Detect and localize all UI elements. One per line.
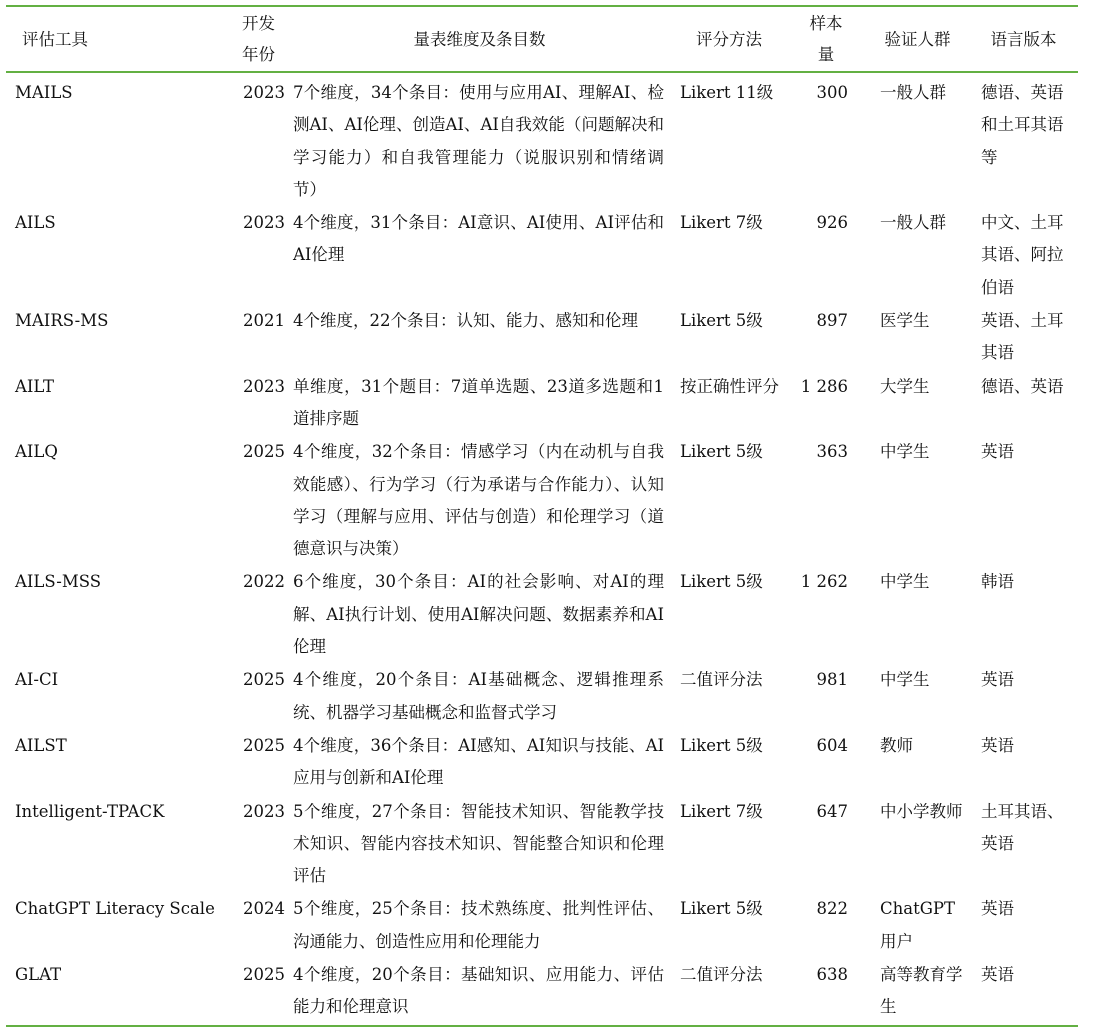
cell-dimensions: 5个维度，25个条目：技术熟练度、批判性评估、沟通能力、创造性应用和伦理能力: [293, 899, 664, 951]
cell-sample: 1 286: [800, 376, 848, 396]
cell-language: 英语: [981, 899, 1014, 919]
cell-dimensions: 4个维度，32个条目：情感学习（内在动机与自我效能感）、行为学习（行为承诺与合作能力）、认知学习（理解与应用、评估与创造）和伦理学习（道德意识与决策）: [293, 442, 664, 559]
header-year: [230, 6, 287, 72]
cell-tool: ChatGPT Literacy Scale: [15, 899, 215, 919]
cell-scoring: Likert 5级: [680, 899, 763, 919]
cell-scoring: 二值评分法: [680, 965, 763, 985]
cell-scoring: Likert 5级: [680, 735, 763, 755]
cell-language: 英语: [981, 735, 1014, 755]
cell-sample: 647: [816, 801, 848, 821]
header-dimensions: 量表维度及条目数: [413, 29, 546, 49]
cell-sample: 363: [816, 442, 848, 462]
cell-population: 中小学教师: [880, 801, 963, 821]
cell-sample: 926: [816, 213, 848, 233]
table-header: [6, 6, 1078, 72]
cell-tool: AILS: [15, 213, 56, 233]
cell-dimensions: 单维度，31个题目：7道单选题、23道多选题和1道排序题: [293, 376, 664, 428]
cell-dimensions: 4个维度，22个条目：认知、能力、感知和伦理: [293, 311, 638, 331]
cell-tool: MAIRS-MS: [15, 311, 109, 331]
cell-dimensions: 7个维度，34个条目：使用与应用AI、理解AI、检测AI、AI伦理、创造AI、AI自我效能（问题解决和学习能力）和自我管理能力（说服识别和情绪调节）: [293, 83, 664, 199]
table-row: [6, 796, 1078, 894]
cell-scoring: 按正确性评分: [680, 376, 779, 396]
cell-year: 2023: [243, 83, 285, 102]
cell-language: 韩语: [981, 572, 1014, 592]
cell-year: 2021: [243, 311, 285, 331]
cell-language: 德语、英语和土耳其语等: [981, 83, 1064, 167]
cell-year: 2025: [243, 670, 285, 690]
assessment-tools-table: [6, 5, 1078, 1027]
cell-language: 英语: [981, 670, 1014, 690]
table-row: [6, 664, 1078, 730]
cell-population: 医学生: [880, 311, 930, 331]
cell-language: 中文、土耳其语、阿拉伯语: [981, 213, 1064, 297]
cell-tool: AILT: [15, 376, 55, 396]
header-sample: [786, 6, 866, 72]
cell-year: 2022: [243, 572, 285, 592]
cell-sample: 897: [816, 311, 848, 331]
cell-tool: Intelligent-TPACK: [15, 801, 165, 821]
cell-tool: AILST: [15, 735, 67, 755]
cell-year: 2025: [243, 735, 285, 755]
cell-year: 2023: [243, 376, 285, 396]
header-scoring: 评分方法: [696, 29, 762, 49]
header-sample-line1: 样本: [809, 14, 843, 33]
cell-tool: MAILS: [15, 83, 73, 102]
cell-dimensions: 4个维度，36个条目：AI感知、AI知识与技能、AI应用与创新和AI伦理: [293, 735, 664, 788]
cell-sample: 300: [816, 83, 848, 102]
cell-sample: 822: [816, 899, 848, 919]
cell-scoring: Likert 11级: [680, 83, 774, 102]
header-language: 语言版本: [990, 29, 1057, 49]
cell-scoring: Likert 7级: [680, 801, 763, 821]
cell-population: 中学生: [880, 572, 930, 592]
cell-population: 一般人群: [880, 83, 946, 102]
cell-year: 2025: [243, 442, 285, 462]
cell-population: 中学生: [880, 670, 930, 690]
cell-scoring: 二值评分法: [680, 670, 763, 690]
cell-language: 英语: [981, 965, 1014, 985]
cell-language: 英语: [981, 442, 1014, 462]
header-row: [6, 6, 1078, 72]
cell-sample: 638: [816, 965, 848, 985]
cell-dimensions: 4个维度，31个条目：AI意识、AI使用、AI评估和AI伦理: [293, 213, 664, 265]
cell-sample: 981: [816, 670, 848, 690]
header-tool: 评估工具: [22, 29, 88, 49]
header-year-line1: 开发: [242, 14, 275, 33]
cell-tool: AILS-MSS: [15, 572, 102, 592]
table-row: [6, 207, 1078, 305]
cell-sample: 604: [816, 735, 848, 755]
header-year-line2: 年份: [242, 45, 275, 64]
table-row: [6, 436, 1078, 566]
cell-population: 大学生: [880, 376, 930, 396]
cell-sample: 1 262: [800, 572, 848, 592]
table-row: [6, 371, 1078, 437]
header-population: 验证人群: [884, 29, 951, 49]
cell-tool: GLAT: [15, 965, 62, 985]
table-row: [6, 566, 1078, 664]
cell-dimensions: 6个维度，30个条目：AI的社会影响、对AI的理解、AI执行计划、使用AI解决问题、数据素养和AI伦理: [293, 572, 664, 657]
cell-language: 德语、英语: [981, 376, 1064, 396]
header-sample-line2: 量: [817, 45, 835, 64]
cell-population: ChatGPT用户: [880, 899, 956, 951]
cell-scoring: Likert 5级: [680, 311, 763, 331]
table-row: [6, 305, 1078, 371]
table-row: [6, 959, 1078, 1026]
table-row: [6, 730, 1078, 796]
table-body: [6, 72, 1078, 1026]
cell-year: 2023: [243, 213, 285, 233]
cell-tool: AILQ: [15, 442, 58, 462]
cell-year: 2024: [243, 899, 285, 919]
cell-population: 一般人群: [880, 213, 946, 233]
cell-tool: AI-CI: [15, 670, 59, 690]
cell-population: 教师: [880, 735, 913, 755]
cell-dimensions: 4个维度，20个条目：基础知识、应用能力、评估能力和伦理意识: [293, 965, 664, 1017]
table-row: [6, 893, 1078, 959]
cell-population: 高等教育学生: [880, 965, 963, 1017]
cell-scoring: Likert 5级: [680, 442, 763, 462]
cell-scoring: Likert 5级: [680, 572, 763, 592]
cell-year: 2023: [243, 801, 285, 821]
cell-language: 英语、土耳其语: [981, 311, 1064, 363]
cell-year: 2025: [243, 965, 285, 985]
cell-dimensions: 4个维度，20个条目：AI基础概念、逻辑推理系统、机器学习基础概念和监督式学习: [293, 670, 664, 722]
cell-scoring: Likert 7级: [680, 213, 763, 233]
table-row: [6, 72, 1078, 207]
cell-language: 土耳其语、英语: [981, 801, 1064, 853]
cell-dimensions: 5个维度，27个条目：智能技术知识、智能教学技术知识、智能内容技术知识、智能整合知识和伦理评估: [293, 801, 664, 886]
cell-population: 中学生: [880, 442, 930, 462]
